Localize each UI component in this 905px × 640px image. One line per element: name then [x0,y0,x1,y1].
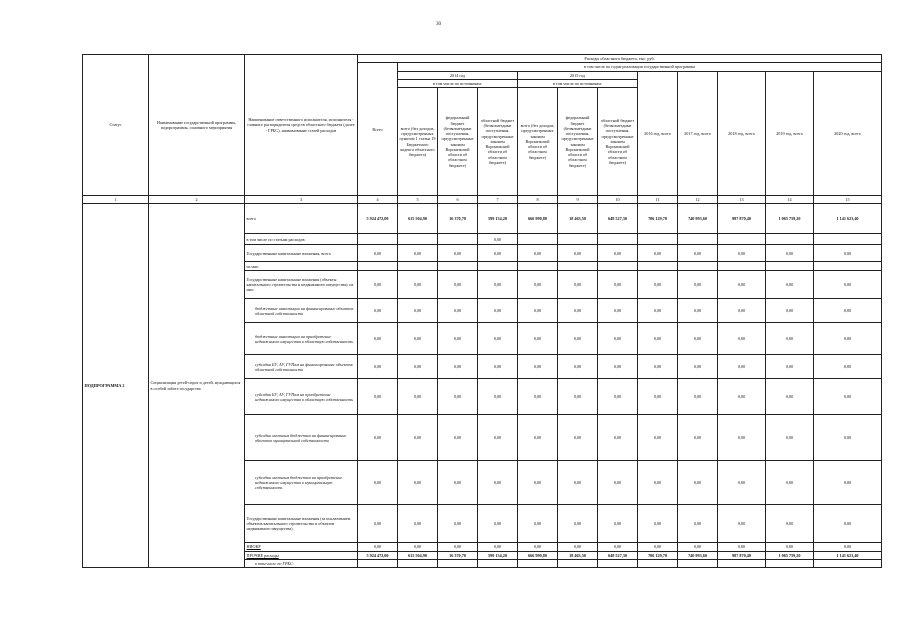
subprogram-name: Социализация детей-сирот и детей, нуждающихся в особой заботе государства [149,204,245,568]
value-cell: 987 870,40 [718,551,766,559]
value-cell: 0,00 [638,505,678,543]
row-label: бюджетные инвестиции на финансирование объектов областной собственности [245,299,358,323]
value-cell: 0,00 [814,271,882,299]
value-cell: 0,00 [358,461,398,505]
column-number: 11 [638,196,678,204]
value-cell: 0,00 [438,271,478,299]
value-cell [638,559,678,567]
value-cell: 0,00 [598,355,638,379]
value-cell: 0,00 [398,415,438,461]
row-label: из них: [245,262,358,271]
value-cell: 0,00 [638,355,678,379]
header-program-name: Наименование государственной программы, подпрограммы, основного мероприятия [149,55,245,196]
row-label: субсидии местным бюджетам на приобретение недвижимого имущества в муниципальную собственность [245,461,358,505]
value-cell [766,234,814,245]
header-status: Статус [83,55,149,196]
value-cell [766,559,814,567]
value-cell [478,559,518,567]
value-cell: 0,00 [358,505,398,543]
table-row [83,204,882,234]
value-cell [814,234,882,245]
value-cell: 0,00 [678,379,718,415]
value-cell: 0,00 [358,355,398,379]
value-cell [678,262,718,271]
value-cell: 740 993,60 [678,204,718,234]
value-cell: 0,00 [766,323,814,355]
subprogram-status: ПОДПРОГРАММА 2 [83,204,149,568]
value-cell: 1 141 623,40 [814,204,882,234]
value-cell: 0,00 [478,245,518,262]
header-year-2018: 2018 год, всего [718,71,766,196]
value-cell: 0,00 [558,543,598,551]
value-cell: 0,00 [766,299,814,323]
value-cell [718,234,766,245]
header-source-obl-2015: областной бюджет (безвозмездные поступления, предусмотренные законом Воронежской области об областном бюджете) [598,88,638,196]
header-source-own-2014: всего (без доходов, предусмотренных пунктом 1 статьи 19 Бюджетного кодекса областного бюджета) [398,88,438,196]
value-cell: 0,00 [478,543,518,551]
value-cell: 0,00 [558,505,598,543]
value-cell: 0,00 [678,543,718,551]
row-label: бюджетные инвестиции на приобретение недвижимого имущества в областную собственность [245,323,358,355]
value-cell: 0,00 [718,355,766,379]
value-cell: 0,00 [518,543,558,551]
value-cell: 1 065 759,20 [766,551,814,559]
value-cell: 599 134,20 [478,551,518,559]
header-source-own-2015: всего (без доходов, предусмотренных законом Воронежской области об областном бюджете) [518,88,558,196]
value-cell [598,234,638,245]
value-cell [678,234,718,245]
value-cell: 0,00 [358,245,398,262]
value-cell: 0,00 [638,299,678,323]
header-year-2019: 2019 год, всего [766,71,814,196]
value-cell [678,559,718,567]
value-cell: 0,00 [478,355,518,379]
value-cell: 1 141 623,40 [814,551,882,559]
value-cell: 0,00 [766,505,814,543]
header-by-year: в том числе по годам реализации государственной программы [398,63,882,71]
column-number: 3 [245,196,358,204]
value-cell: 18 463,50 [558,204,598,234]
column-number: 8 [518,196,558,204]
value-cell: 0,00 [638,323,678,355]
value-cell: 0,00 [518,323,558,355]
row-label: субсидии местным бюджетам на финансирование объектов муниципальной собственности [245,415,358,461]
value-cell: 0,00 [518,271,558,299]
value-cell: 0,00 [814,245,882,262]
header-year-2015: 2015 год [518,71,638,79]
value-cell: 0,00 [358,543,398,551]
value-cell: 0,00 [398,355,438,379]
value-cell: 0,00 [478,505,518,543]
value-cell [558,234,598,245]
row-label: субсидии БУ, АУ, ГУПам на финансирование объектов областной собственности [245,355,358,379]
value-cell: 0,00 [678,461,718,505]
value-cell: 18 463,50 [558,551,598,559]
value-cell [814,559,882,567]
value-cell [598,262,638,271]
value-cell [438,559,478,567]
header-year-2014: 2014 год [398,71,518,79]
value-cell: 0,00 [678,323,718,355]
value-cell: 0,00 [638,461,678,505]
row-label: Государственные капитальные вложения, всего [245,245,358,262]
value-cell: 0,00 [478,415,518,461]
value-cell: 0,00 [718,271,766,299]
value-cell: 16 370,70 [438,551,478,559]
row-label: в том числе по ГРБС: [245,559,358,567]
value-cell: 0,00 [478,271,518,299]
value-cell: 16 370,70 [438,204,478,234]
value-cell [766,262,814,271]
row-label: в том числе по статьям расходов: [245,234,358,245]
value-cell: 0,00 [358,379,398,415]
value-cell: 0,00 [598,415,638,461]
value-cell: 0,00 [438,323,478,355]
value-cell: 0,00 [438,461,478,505]
column-number: 4 [358,196,398,204]
value-cell: 615 504,90 [398,551,438,559]
value-cell [398,262,438,271]
value-cell: 0,00 [438,543,478,551]
value-cell: 0,00 [598,323,638,355]
value-cell: 0,00 [558,299,598,323]
value-cell: 0,00 [518,505,558,543]
value-cell: 987 870,40 [718,204,766,234]
value-cell: 0,00 [678,355,718,379]
value-cell: 0,00 [598,505,638,543]
value-cell [718,262,766,271]
value-cell [478,262,518,271]
header-by-source-2015: в том числе по источникам: [518,79,638,87]
header-year-2020: 2020 год, всего [814,71,882,196]
value-cell: 0,00 [598,379,638,415]
value-cell: 0,00 [598,461,638,505]
column-number: 6 [438,196,478,204]
value-cell: 0,00 [718,323,766,355]
value-cell: 0,00 [478,299,518,323]
row-label: ПРОЧИЕ расходы [245,551,358,559]
value-cell: 0,00 [638,271,678,299]
value-cell [518,262,558,271]
value-cell: 666 990,80 [518,204,558,234]
value-cell: 0,00 [518,415,558,461]
value-cell: 0,00 [718,543,766,551]
value-cell: 0,00 [478,323,518,355]
value-cell: 0,00 [766,543,814,551]
row-label: субсидии БУ, АУ, ГУПам на приобретение недвижимого имущества в областную собственность [245,379,358,415]
value-cell: 0,00 [558,415,598,461]
value-cell: 0,00 [678,505,718,543]
column-number: 13 [718,196,766,204]
value-cell: 0,00 [638,379,678,415]
value-cell: 0,00 [678,271,718,299]
value-cell: 0,00 [438,355,478,379]
value-cell: 0,00 [398,299,438,323]
column-number: 5 [398,196,438,204]
value-cell: 0,00 [398,379,438,415]
value-cell: 0,00 [718,299,766,323]
value-cell: 615 504,90 [398,204,438,234]
value-cell: 0,00 [558,461,598,505]
value-cell: 0,00 [558,271,598,299]
budget-table [82,54,882,568]
value-cell [638,234,678,245]
value-cell: 0,00 [814,299,882,323]
value-cell: 0,00 [766,355,814,379]
value-cell: 599 134,20 [478,204,518,234]
value-cell: 0,00 [598,543,638,551]
value-cell: 0,00 [438,379,478,415]
value-cell: 0,00 [358,415,398,461]
value-cell: 0,00 [814,461,882,505]
value-cell: 0,00 [518,355,558,379]
value-cell: 0,00 [398,461,438,505]
value-cell: 666 990,80 [518,551,558,559]
value-cell: 0,00 [766,461,814,505]
value-cell [438,234,478,245]
value-cell [814,262,882,271]
row-label: всего [245,204,358,234]
header-source-obl-2014: областной бюджет (безвозмездные поступления, предусмотренные законом Воронежской области об областном бюджете) [478,88,518,196]
value-cell: 0,00 [718,379,766,415]
value-cell [718,559,766,567]
value-cell: 0,00 [398,245,438,262]
column-number: 14 [766,196,814,204]
header-year-2017: 2017 год, всего [678,71,718,196]
value-cell [358,234,398,245]
value-cell: 0,00 [558,245,598,262]
value-cell: 0,00 [438,415,478,461]
value-cell: 0,00 [558,323,598,355]
value-cell: 0,00 [814,379,882,415]
value-cell: 0,00 [398,271,438,299]
value-cell [598,559,638,567]
value-cell: 0,00 [598,299,638,323]
value-cell: 0,00 [518,461,558,505]
value-cell: 0,00 [814,543,882,551]
value-cell: 0,00 [438,505,478,543]
value-cell [558,559,598,567]
value-cell: 1 065 759,20 [766,204,814,234]
value-cell [358,559,398,567]
value-cell: 0,00 [478,234,518,245]
column-number: 1 [83,196,149,204]
value-cell: 0,00 [766,415,814,461]
value-cell: 0,00 [398,543,438,551]
value-cell: 0,00 [398,505,438,543]
value-cell: 0,00 [518,379,558,415]
value-cell: 0,00 [638,415,678,461]
value-cell: 0,00 [518,299,558,323]
value-cell: 706 129,70 [638,551,678,559]
value-cell: 0,00 [598,245,638,262]
value-cell [638,262,678,271]
value-cell: 0,00 [358,271,398,299]
value-cell: 0,00 [718,461,766,505]
row-label: Государственные капитальные вложения (объекты капитального строительства и недвижимого имущества), из них: [245,271,358,299]
value-cell: 648 527,30 [598,551,638,559]
value-cell: 0,00 [766,245,814,262]
value-cell [558,262,598,271]
value-cell: 5 924 472,00 [358,204,398,234]
value-cell: 0,00 [678,299,718,323]
value-cell: 0,00 [558,355,598,379]
value-cell: 0,00 [814,323,882,355]
value-cell [518,559,558,567]
column-number: 2 [149,196,245,204]
header-expenses-title: Расходы областного бюджета, тыс. руб. [358,55,882,63]
value-cell: 0,00 [398,323,438,355]
value-cell: 0,00 [814,355,882,379]
column-number: 7 [478,196,518,204]
header-by-source-2014: в том числе по источникам: [398,79,518,87]
value-cell: 0,00 [438,245,478,262]
value-cell [438,262,478,271]
value-cell: 0,00 [814,505,882,543]
column-number: 9 [558,196,598,204]
value-cell: 0,00 [598,271,638,299]
value-cell: 0,00 [518,245,558,262]
value-cell [398,559,438,567]
value-cell: 0,00 [638,543,678,551]
value-cell: 0,00 [718,245,766,262]
header-total: Всего [358,63,398,196]
header-year-2016: 2016 год, всего [638,71,678,196]
value-cell: 5 924 472,00 [358,551,398,559]
header-executor: Наименование ответственного исполнителя, исполнителя - главного распорядителя средств областного бюджета (далее - ГРБС), наименование статей расходов [245,55,358,196]
value-cell: 740 993,60 [678,551,718,559]
page-number: 30 [436,22,441,27]
value-cell: 0,00 [558,379,598,415]
value-cell: 0,00 [438,299,478,323]
value-cell: 0,00 [766,271,814,299]
row-label: Государственные капитальные вложения (за исключением объектов капитального строительства и объектов недвижимого имущества) [245,505,358,543]
value-cell: 0,00 [678,415,718,461]
value-cell [358,262,398,271]
column-number: 10 [598,196,638,204]
header-source-fed-2015: федеральный бюджет (безвозмездные поступления, предусмотренные законом Воронежской области об областном бюджете) [558,88,598,196]
value-cell: 0,00 [718,415,766,461]
value-cell: 0,00 [358,323,398,355]
column-number: 12 [678,196,718,204]
value-cell: 0,00 [638,245,678,262]
header-source-fed-2014: федеральный бюджет (безвозмездные поступления, предусмотренные законом Воронежской области об областном бюджете) [438,88,478,196]
value-cell: 0,00 [358,299,398,323]
value-cell: 706 129,70 [638,204,678,234]
value-cell: 0,00 [478,461,518,505]
column-number-row [83,196,882,204]
value-cell: 0,00 [678,245,718,262]
column-number: 15 [814,196,882,204]
row-label: НИОКР [245,543,358,551]
value-cell [398,234,438,245]
value-cell [518,234,558,245]
value-cell: 0,00 [718,505,766,543]
value-cell: 0,00 [478,379,518,415]
value-cell: 0,00 [814,415,882,461]
value-cell: 648 527,30 [598,204,638,234]
value-cell: 0,00 [766,379,814,415]
